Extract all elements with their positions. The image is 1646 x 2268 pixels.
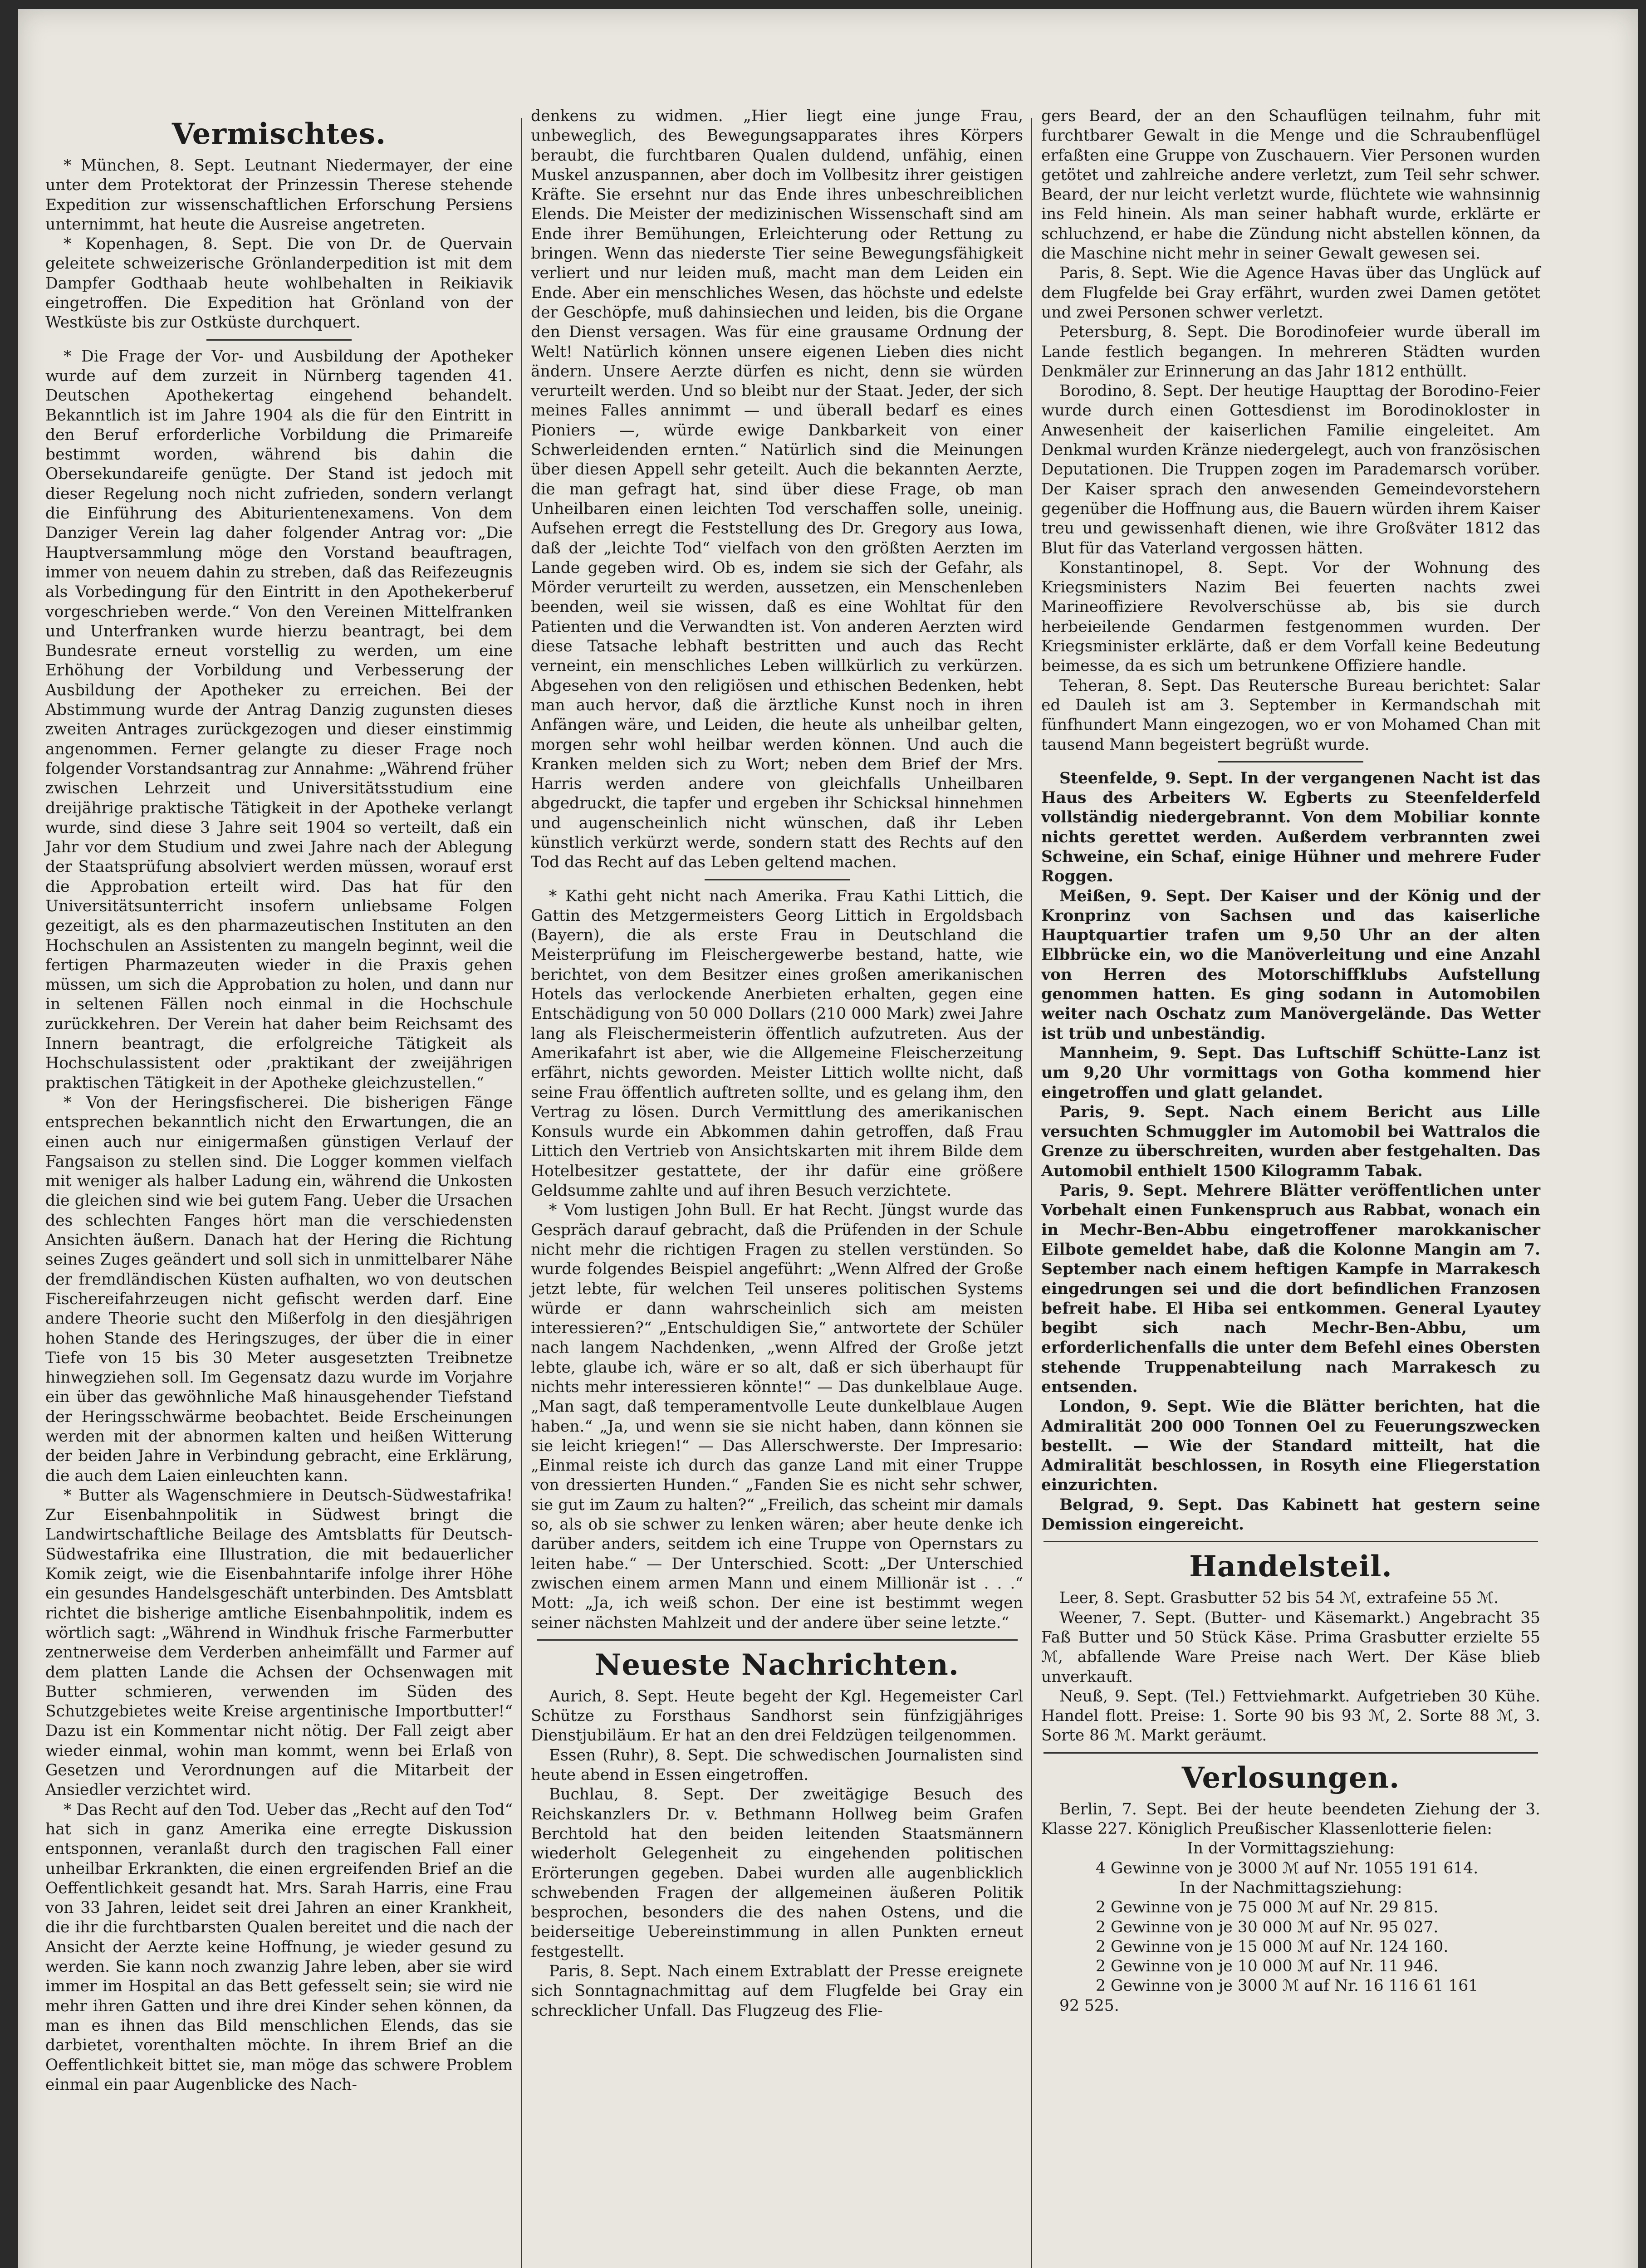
article-recht-auf-tod-cont: denkens zu widmen. „Hier liegt eine junge Frau, unbeweglich, des Bewegungsapparates ihres Körpers beraubt, die furchtbaren Qualen duldend, unfähig, einen Muskel anzuspannen, aber doch im Vollbesitz ihrer geistigen Kräfte. Sie ersehnt nur das Ende ihres unbeschreiblichen Elends. Die Meister der medizinischen Wissenschaft sind am Ende ihrer Bemühungen, Erleichterung oder Rettung zu bringen. Wenn das niederste Tier seine Bewegungsfähigkeit verliert und nur leiden muß, macht man dem Leiden ein Ende. Aber ein menschliches Wesen, das höchste und edelste der Geschöpfe, muß dahinsiechen und leiden, bis die Organe den Dienst versagen. Was für eine grausame Ordnung der Welt! Natürlich können unsere eigenen Lieben dies nicht ändern. Unsere Aerzte dürfen es nicht, denn sie würden verurteilt werden. Und so bleibt nur der Staat. Jeder, der sich meines Falles annimmt — und überall bedarf es eines Pioniers —, würde ewige Dankbarkeit von einer Schwerleidenden ernten.“ Natürlich sind die Meinungen über diesen Appell sehr geteilt. Auch die bekannten Aerzte, die man gefragt hat, sind über diese Frage, ob man Unheilbaren einen leichten Tod verschaffen solle, uneinig. Aufsehen erregt die Feststellung des Dr. Gregory aus Iowa, daß der „leichte Tod“ vielfach von den größten Aerzten im Lande gegeben wird. Ob es, indem sie sich der Gefahr, als Mörder verurteilt zu werden, aussetzen, ein Menschenleben beenden, weil sie wissen, daß es eine Wohltat für den Patienten und die Verwandten ist. Von anderen Aerzten wird diese Tatsache lebhaft bestritten und auch das Recht verneint, ein menschliches Leben willkürlich zu verkürzen. Abgesehen von den religiösen und ethischen Bedenken, hebt man auch hervor, daß die ärztliche Kunst noch in ihren Anfängen wäre, und Leiden, die heute als unheilbar gelten, morgen sehr wohl heilbar werden können. Und auch die Kranken melden sich zu Wort; neben dem Brief der Mrs. Harris werden andere von gleichfalls Unheilbaren abgedruckt, die tapfer und ergeben ihr Schicksal hinnehmen und augenscheinlich nicht wünschen, daß ihr Leben künstlich verkürzt werde, sondern statt des Rechts auf den Tod das Recht auf das Leben geltend machen. bbox=[531, 107, 1023, 872]
market-weener: Weener, 7. Sept. (Butter- und Käsemarkt.) Angebracht 35 Faß Butter und 50 Stück Käse. Prima Grasbutter erzielte 55 ℳ, abfallende Ware Preise nach Wert. Der Käse blieb unverkauft. bbox=[1041, 1608, 1540, 1686]
separator-rule bbox=[537, 1639, 1018, 1641]
news-paris-3: Paris, 9. Sept. Nach einem Bericht aus Lille versuchten Schmuggler im Automobil bei Wattralos die Grenze zu überschreiten, wurden aber festgehalten. Das Automobil enthielt 1500 Kilogramm Tabak. bbox=[1041, 1103, 1540, 1180]
lottery-line: 4 Gewinne von je 3000 ℳ auf Nr. 1055 191 614. bbox=[1096, 1859, 1479, 1877]
news-paris-4: Paris, 9. Sept. Mehrere Blätter veröffentlichen unter Vorbehalt einen Funkenspruch aus Rabbat, wonach ein in Mechr-Ben-Abbu eingetroffener marokkanischer Eilbote gemeldet habe, daß die Kolonne Mangin am 7. September nach einem heftigen Kampfe in Marrakesch eingedrungen sei und die dort befindlichen Franzosen befreit habe. El Hiba sei entkommen. General Lyautey begibt sich nach Mechr-Ben-Abbu, um erforderlichenfalls die unter dem Befehl eines Obersten stehende Truppenabteilung nach Marrakesch zu entsenden. bbox=[1041, 1182, 1540, 1396]
news-steenfelde: Steenfelde, 9. Sept. In der vergangenen Nacht ist das Haus des Arbeiters W. Egberts zu Steenfelderfeld vollständig niedergebrannt. Von dem Mobiliar konnte nichts gerettet werden. Außerdem verbrannten zwei Schweine, ein Schaf, einige Hühner und mehrere Fuder Roggen. bbox=[1041, 769, 1540, 886]
lottery-intro: Berlin, 7. Sept. Bei der heute beendeten Ziehung der 3. Klasse 227. Königlich Preußischer Klassenlotterie fielen: bbox=[1041, 1800, 1540, 1838]
lottery-line: 2 Gewinne von je 75 000 ℳ auf Nr. 29 815. bbox=[1096, 1898, 1439, 1917]
article-kopenhagen: * Kopenhagen, 8. Sept. Die von Dr. de Quervain geleitete schweizerische Grönlanderpedition ist mit dem Dampfer Godthaab heute wohlbehalten in Reikiavik eingetroffen. Die Expedition hat Grönland von der Westküste bis zur Ostküste durchquert. bbox=[45, 235, 513, 332]
section-heading-handelsteil: Handelsteil. bbox=[1189, 1549, 1392, 1584]
article-muenchen: * München, 8. Sept. Leutnant Niedermayer, der eine unter dem Protektorat der Prinzessin Therese stehende Expedition zur wissenschaftlichen Erforschung Persiens unternimmt, hat heute die Ausreise angetreten. bbox=[45, 156, 513, 234]
article-john-bull: * Vom lustigen John Bull. Er hat Recht. Jüngst wurde das Gespräch darauf gebracht, daß die Prüfenden in der Schule nicht mehr die richtigen Fragen zu stellen verstünden. So wurde folgendes Beispiel angeführt: „Wenn Alfred der Große jetzt lebte, für welchen Teil unseres politischen Systems würde er dann wahrscheinlich sich am meisten interessieren?“ „Entschuldigen Sie,“ antwortete der Schüler nach langem Nachdenken, „wenn Alfred der Große jetzt lebte, glaube ich, wäre er so alt, daß er sich überhaupt für nichts mehr interessieren könnte!“ — Das dunkelblaue Auge. „Man sagt, daß temperamentvolle Leute dunkelblaue Augen haben.“ „Ja, und wenn sie sie nicht haben, dann können sie sie leicht kriegen!“ — Das Allerschwerste. Der Impresario: „Einmal reiste ich durch das ganze Land mit einer Truppe von dressierten Hunden.“ „Fanden Sie es nicht sehr schwer, sie gut im Zaum zu halten?“ „Freilich, das scheint mir damals so, als ob sie schwer zu lenken wären; aber heute denke ich darüber anders, seitdem ich eine Truppe von Opernstars zu leiten habe.“ — Der Unterschied. Scott: „Der Unterschied zwischen einem armen Mann und einem Millionär ist . . .“ Mott: „Ja, ich weiß schon. Der eine ist bestimmt wegen seiner nächsten Mahlzeit und der andere über seine letzte.“ bbox=[531, 1201, 1023, 1632]
column-rule-right bbox=[1031, 118, 1032, 2268]
article-butter-wagenschmiere: * Butter als Wagenschmiere in Deutsch-Südwestafrika! Zur Eisenbahnpolitik in Südwest bringt die Landwirtschaftliche Beilage des Amtsblatts für Deutsch-Südwestafrika eine Illustration, die mit bedauerlicher Komik zeigt, wie die Eisenbahntarife infolge ihrer Höhe ein gesundes Handelsgeschäft unterbinden. Des Amtsblatt richtet die bisherige amtliche Eisenbahnpolitik, indem es wörtlich sagt: „Während in Windhuk frische Farmerbutter zentnerweise dem Verderben anheimfällt und Farmer auf dem platten Lande die Achsen der Ochsenwagen mit Butter schmieren, verwenden im Süden des Schutzgebietes weite Kreise argentinische Importbutter!“ Dazu ist ein Kommentar nicht nötig. Der Fall zeigt aber wieder einmal, wohin man kommt, wenn bei Erlaß von Gesetzen und Verordnungen auf die Mitarbeit der Ansiedler verzichtet wird. bbox=[45, 1486, 513, 1799]
column-1 bbox=[45, 113, 513, 2095]
lottery-line: 92 525. bbox=[1059, 1996, 1119, 2015]
news-petersburg: Petersburg, 8. Sept. Die Borodinofeier wurde überall im Lande festlich begangen. In mehreren Städten wurden Denkmäler zur Erinnerung an das Jahr 1812 enthüllt. bbox=[1041, 323, 1540, 381]
lottery-line: 2 Gewinne von je 10 000 ℳ auf Nr. 11 946. bbox=[1096, 1957, 1439, 1976]
market-leer: Leer, 8. Sept. Grasbutter 52 bis 54 ℳ, extrafeine 55 ℳ. bbox=[1059, 1589, 1499, 1608]
news-buchlau: Buchlau, 8. Sept. Der zweitägige Besuch des Reichskanzlers Dr. v. Bethmann Hollweg beim Grafen Berchtold hat den beiden leitenden Staatsmännern wiederholt Gelegenheit zu eingehenden politischen Erörterungen gegeben. Dabei wurden alle augenblicklich schwebenden Fragen der allgemeinen äußeren Politik besprochen, besonders die des nahen Ostens, und die beiderseitige Uebereinstimmung in allen Punkten erneut festgestellt. bbox=[531, 1785, 1023, 1961]
lottery-line: 2 Gewinne von je 3000 ℳ auf Nr. 16 116 61 161 bbox=[1096, 1977, 1479, 1995]
market-neuss: Neuß, 9. Sept. (Tel.) Fettviehmarkt. Aufgetrieben 30 Kühe. Handel flott. Preise: 1. Sorte 90 bis 93 ℳ, 2. Sorte 88 ℳ, 3. Sorte 86 ℳ. Markt geräumt. bbox=[1041, 1687, 1540, 1745]
column-rule-left bbox=[521, 118, 522, 2268]
section-heading-verlosungen: Verlosungen. bbox=[1181, 1760, 1400, 1795]
column-2 bbox=[531, 107, 1023, 2021]
article-recht-auf-tod: * Das Recht auf den Tod. Ueber das „Recht auf den Tod“ hat sich in ganz Amerika eine erregte Diskussion entsponnen, veranlaßt durch den tragischen Fall einer unheilbar Erkrankten, die einen ergreifenden Brief an die Oeffentlichkeit gesandt hat. Mrs. Sarah Harris, eine Frau von 33 Jahren, leidet seit drei Jahren an einer Krankheit, die ihr die furchtbarsten Qualen bereitet und die nach der Ansicht der Aerzte keine Hoffnung, je wieder gesund zu werden. Sie kann noch zwanzig Jahre leben, aber sie wird immer im Hospital an das Bett gefesselt sein; sie wird nie mehr ihren Gatten und ihre drei Kinder sehen können, da man es ihnen das Bild menschlichen Elends, das sie darbietet, vorenthalten möchte. In ihrem Brief an die Oeffentlichkeit bittet sie, man möge das schwere Problem einmal ein paar Augenblicke des Nach- bbox=[45, 1800, 513, 2094]
news-konstantinopel: Konstantinopel, 8. Sept. Vor der Wohnung des Kriegsministers Nazim Bei feuerten nachts zwei Marineoffiziere Revolverschüsse ab, bis sie durch herbeieilende Gendarmen festgenommen wurden. Der Kriegsminister erklärte, daß er dem Vorfall keine Bedeutung beimesse, da es sich um betrunkene Offiziere handle. bbox=[1041, 558, 1540, 675]
news-borodino: Borodino, 8. Sept. Der heutige Haupttag der Borodino-Feier wurde durch einen Gottesdienst im Borodinokloster in Anwesenheit der kaiserlichen Familie eingeleitet. Am Denkmal wurden Kränze niedergelegt, auch von französischen Deputationen. Die Truppen zogen im Parademarsch vorüber. Der Kaiser sprach den anwesenden Gemeindevorstehern gegenüber die Hoffnung aus, die Bauern würden ihrem Kaiser treu und gewissenhaft dienen, wie ihre Großväter 1812 das Blut für das Vaterland vergossen hätten. bbox=[1041, 382, 1540, 557]
separator-rule bbox=[1043, 1541, 1538, 1542]
news-london: London, 9. Sept. Wie die Blätter berichten, hat die Admiralität 200 000 Tonnen Oel zu Feuerungszwecken bestellt. — Wie der Standard mitteilt, hat die Admiralität beschlossen, in Rosyth eine Fliegerstation einzurichten. bbox=[1041, 1398, 1540, 1495]
separator-rule bbox=[1218, 761, 1363, 763]
column-3 bbox=[1041, 107, 1540, 2016]
news-paris-1: Paris, 8. Sept. Nach einem Extrablatt der Presse ereignete sich Sonntagnachmittag auf dem Flugfelde bei Gray ein schrecklicher Unfall. Das Flugzeug des Flie- bbox=[531, 1962, 1023, 2020]
news-paris-2: Paris, 8. Sept. Wie die Agence Havas über das Unglück auf dem Flugfelde bei Gray erfährt, wurden zwei Damen getötet und zwei Personen schwer verletzt. bbox=[1041, 264, 1540, 322]
article-kathi-amerika: * Kathi geht nicht nach Amerika. Frau Kathi Littich, die Gattin des Metzgermeisters Georg Littich in Ergoldsbach (Bayern), die als erste Frau in Deutschland die Meisterprüfung im Fleischergewerbe bestand, hatte, wie berichtet, von dem Besitzer eines großen amerikanischen Hotels das verlockende Anerbieten erhalten, gegen eine Entschädigung von 50 000 Dollars (210 000 Mark) zwei Jahre lang als Fleischermeisterin öffentlich aufzutreten. Aus der Amerikafahrt ist aber, wie die Allgemeine Fleischerzeitung erfährt, nichts geworden. Meister Littich wollte nicht, daß seine Frau öffentlich auftreten sollte, und es gelang ihm, den Vertrag zu lösen. Durch Vermittlung des amerikanischen Konsuls wurde ein Abkommen dahin getroffen, daß Frau Littich den Vertrieb von Ansichtskarten mit ihrem Bilde dem Hotelbesitzer gestattete, der ihr dafür eine größere Geldsumme zahlte und auf ihren Besuch verzichtete. bbox=[531, 887, 1023, 1200]
news-meissen: Meißen, 9. Sept. Der Kaiser und der König und der Kronprinz von Sachsen und das kaiserliche Hauptquartier trafen um 9,50 Uhr an der alten Elbbrücke ein, wo die Manöverleitung und eine Anzahl von Herren des Motorschiffklubs Aufstellung genommen hatten. Es ging sodann in Automobilen weiter nach Oschatz zum Manövergelände. Das Wetter ist trüb und unbeständig. bbox=[1041, 887, 1540, 1043]
lottery-line: 2 Gewinne von je 15 000 ℳ auf Nr. 124 160. bbox=[1096, 1937, 1449, 1956]
news-mannheim: Mannheim, 9. Sept. Das Luftschiff Schütte-Lanz ist um 9,20 Uhr vormittags von Gotha kommend hier eingetroffen und glatt gelandet. bbox=[1041, 1044, 1540, 1102]
newspaper-page bbox=[18, 9, 1638, 2268]
news-essen: Essen (Ruhr), 8. Sept. Die schwedischen Journalisten sind heute abend in Essen eingetroffen. bbox=[531, 1746, 1023, 1784]
separator-rule bbox=[1043, 1752, 1538, 1754]
lottery-heading-morning: In der Vormittagsziehung: bbox=[1187, 1839, 1395, 1858]
separator-rule bbox=[705, 879, 850, 880]
section-heading-vermischtes: Vermischtes. bbox=[171, 117, 387, 151]
lottery-heading-afternoon: In der Nachmittagsziehung: bbox=[1179, 1878, 1402, 1897]
news-paris-1-cont: gers Beard, der an den Schauflügen teilnahm, fuhr mit furchtbarer Gewalt in die Menge und die Schraubenflügel erfaßten eine Gruppe von Zuschauern. Vier Personen wurden getötet und zahlreiche andere verletzt, zum Teil sehr schwer. Beard, der nur leicht verletzt wurde, flüchtete wie wahnsinnig ins Feld hinein. Als man seiner habhaft wurde, erklärte er schluchzend, er habe die Zündung nicht abstellen können, da die Maschine nicht mehr in seiner Gewalt gewesen sei. bbox=[1041, 107, 1540, 263]
lottery-line: 2 Gewinne von je 30 000 ℳ auf Nr. 95 027. bbox=[1096, 1918, 1439, 1936]
section-heading-neueste-nachrichten: Neueste Nachrichten. bbox=[594, 1647, 960, 1682]
news-teheran: Teheran, 8. Sept. Das Reutersche Bureau berichtet: Salar ed Dauleh ist am 3. September in Kermandschah mit fünfhundert Mann eingezogen, wo er von Mohamed Chan mit tausend Mann begeistert begrüßt wurde. bbox=[1041, 676, 1540, 754]
separator-rule bbox=[206, 339, 352, 341]
news-aurich: Aurich, 8. Sept. Heute begeht der Kgl. Hegemeister Carl Schütze zu Forsthaus Sandhorst sein fünfzigjähriges Dienstjubiläum. Er hat an den drei Feldzügen teilgenommen. bbox=[531, 1687, 1023, 1745]
news-belgrad: Belgrad, 9. Sept. Das Kabinett hat gestern seine Demission eingereicht. bbox=[1041, 1496, 1540, 1534]
article-apotheker: * Die Frage der Vor- und Ausbildung der Apotheker wurde auf dem zurzeit in Nürnberg tagenden 41. Deutschen Apothekertag eingehend behandelt. Bekanntlich ist im Jahre 1904 als die für den Eintritt in den Beruf erforderliche Vorbildung die Primareife bestimmt worden, während bis dahin die Obersekundareife genügte. Der Stand ist jedoch mit dieser Regelung noch nicht zufrieden, sondern verlangt die Einführung des Abiturientenexamens. Von dem Danziger Verein lag daher folgender Antrag vor: „Die Hauptversammlung möge den Vorstand beauftragen, immer von neuem dahin zu streben, daß das Reifezeugnis als Vorbedingung für den Eintritt in den Apothekerberuf vorgeschrieben werde.“ Von den Vereinen Mittelfranken und Unterfranken wurde hierzu beantragt, bei dem Bundesrate erneut vorstellig zu werden, um eine Erhöhung der Vorbildung und Verbesserung der Ausbildung der Apotheker zu erreichen. Bei der Abstimmung wurde der Antrag Danzig zugunsten dieses zweiten Antrages zurückgezogen und dieser einstimmig angenommen. Ferner gelangte zu dieser Frage noch folgender Vorstandsantrag zur Annahme: „Während früher zwischen Lehrzeit und Universitätsstudium eine dreijährige praktische Tätigkeit in der Apotheke verlangt wurde, sind diese 3 Jahre seit 1904 so verteilt, daß ein Jahr vor dem Studium und zwei Jahre nach der Ablegung der Staatsprüfung absolviert werden müssen, worauf erst die Approbation erteilt wird. Das hat für den Universitätsunterricht insofern unliebsame Folgen gezeitigt, als es den pharmazeutischen Instituten an den Hochschulen an Assistenten zu mangeln beginnt, weil die fertigen Pharmazeuten wieder in die Praxis gehen müssen, um sich die Approbation zu holen, und dann nur in seltenen Fällen noch einmal in die Hochschule zurückkehren. Der Verein hat daher beim Reichsamt des Innern beantragt, die erfolgreiche Tätigkeit als Hochschulassistent oder ‚praktikant der zweijährigen praktischen Tätigkeit in der Apotheke gleichzustellen.“ bbox=[45, 347, 513, 1092]
article-heringsfischerei: * Von der Heringsfischerei. Die bisherigen Fänge entsprechen bekanntlich nicht den Erwartungen, die an einen auch nur einigermaßen günstigen Verlauf der Fangsaison zu stellen sind. Die Logger kommen vielfach mit weniger als halber Ladung ein, während die Unkosten die gleichen sind wie bei gutem Fang. Ueber die Ursachen des schlechten Fanges hört man die verschiedensten Ansichten äußern. Danach hat der Hering die Richtung seines Zuges geändert und soll sich in unmittelbarer Nähe der fremdländischen Küsten aufhalten, wo von deutschen Fischereifahrzeugen nicht gefischt werden darf. Eine andere Theorie sucht den Mißerfolg in den diesjährigen hohen Stande des Heringszuges, der über die in einer Tiefe von 15 bis 30 Meter ausgesetzten Treibnetze hinwegziehen soll. Im Gegensatz dazu wurde im Vorjahre ein über das gewöhnliche Maß hinausgehender Tiefstand der Heringsschwärme beobachtet. Beide Erscheinungen werden mit der abnormen kalten und heißen Witterung der beiden Jahre in Verbindung gebracht, eine Erklärung, die auch dem Laien einleuchten kann. bbox=[45, 1093, 513, 1485]
